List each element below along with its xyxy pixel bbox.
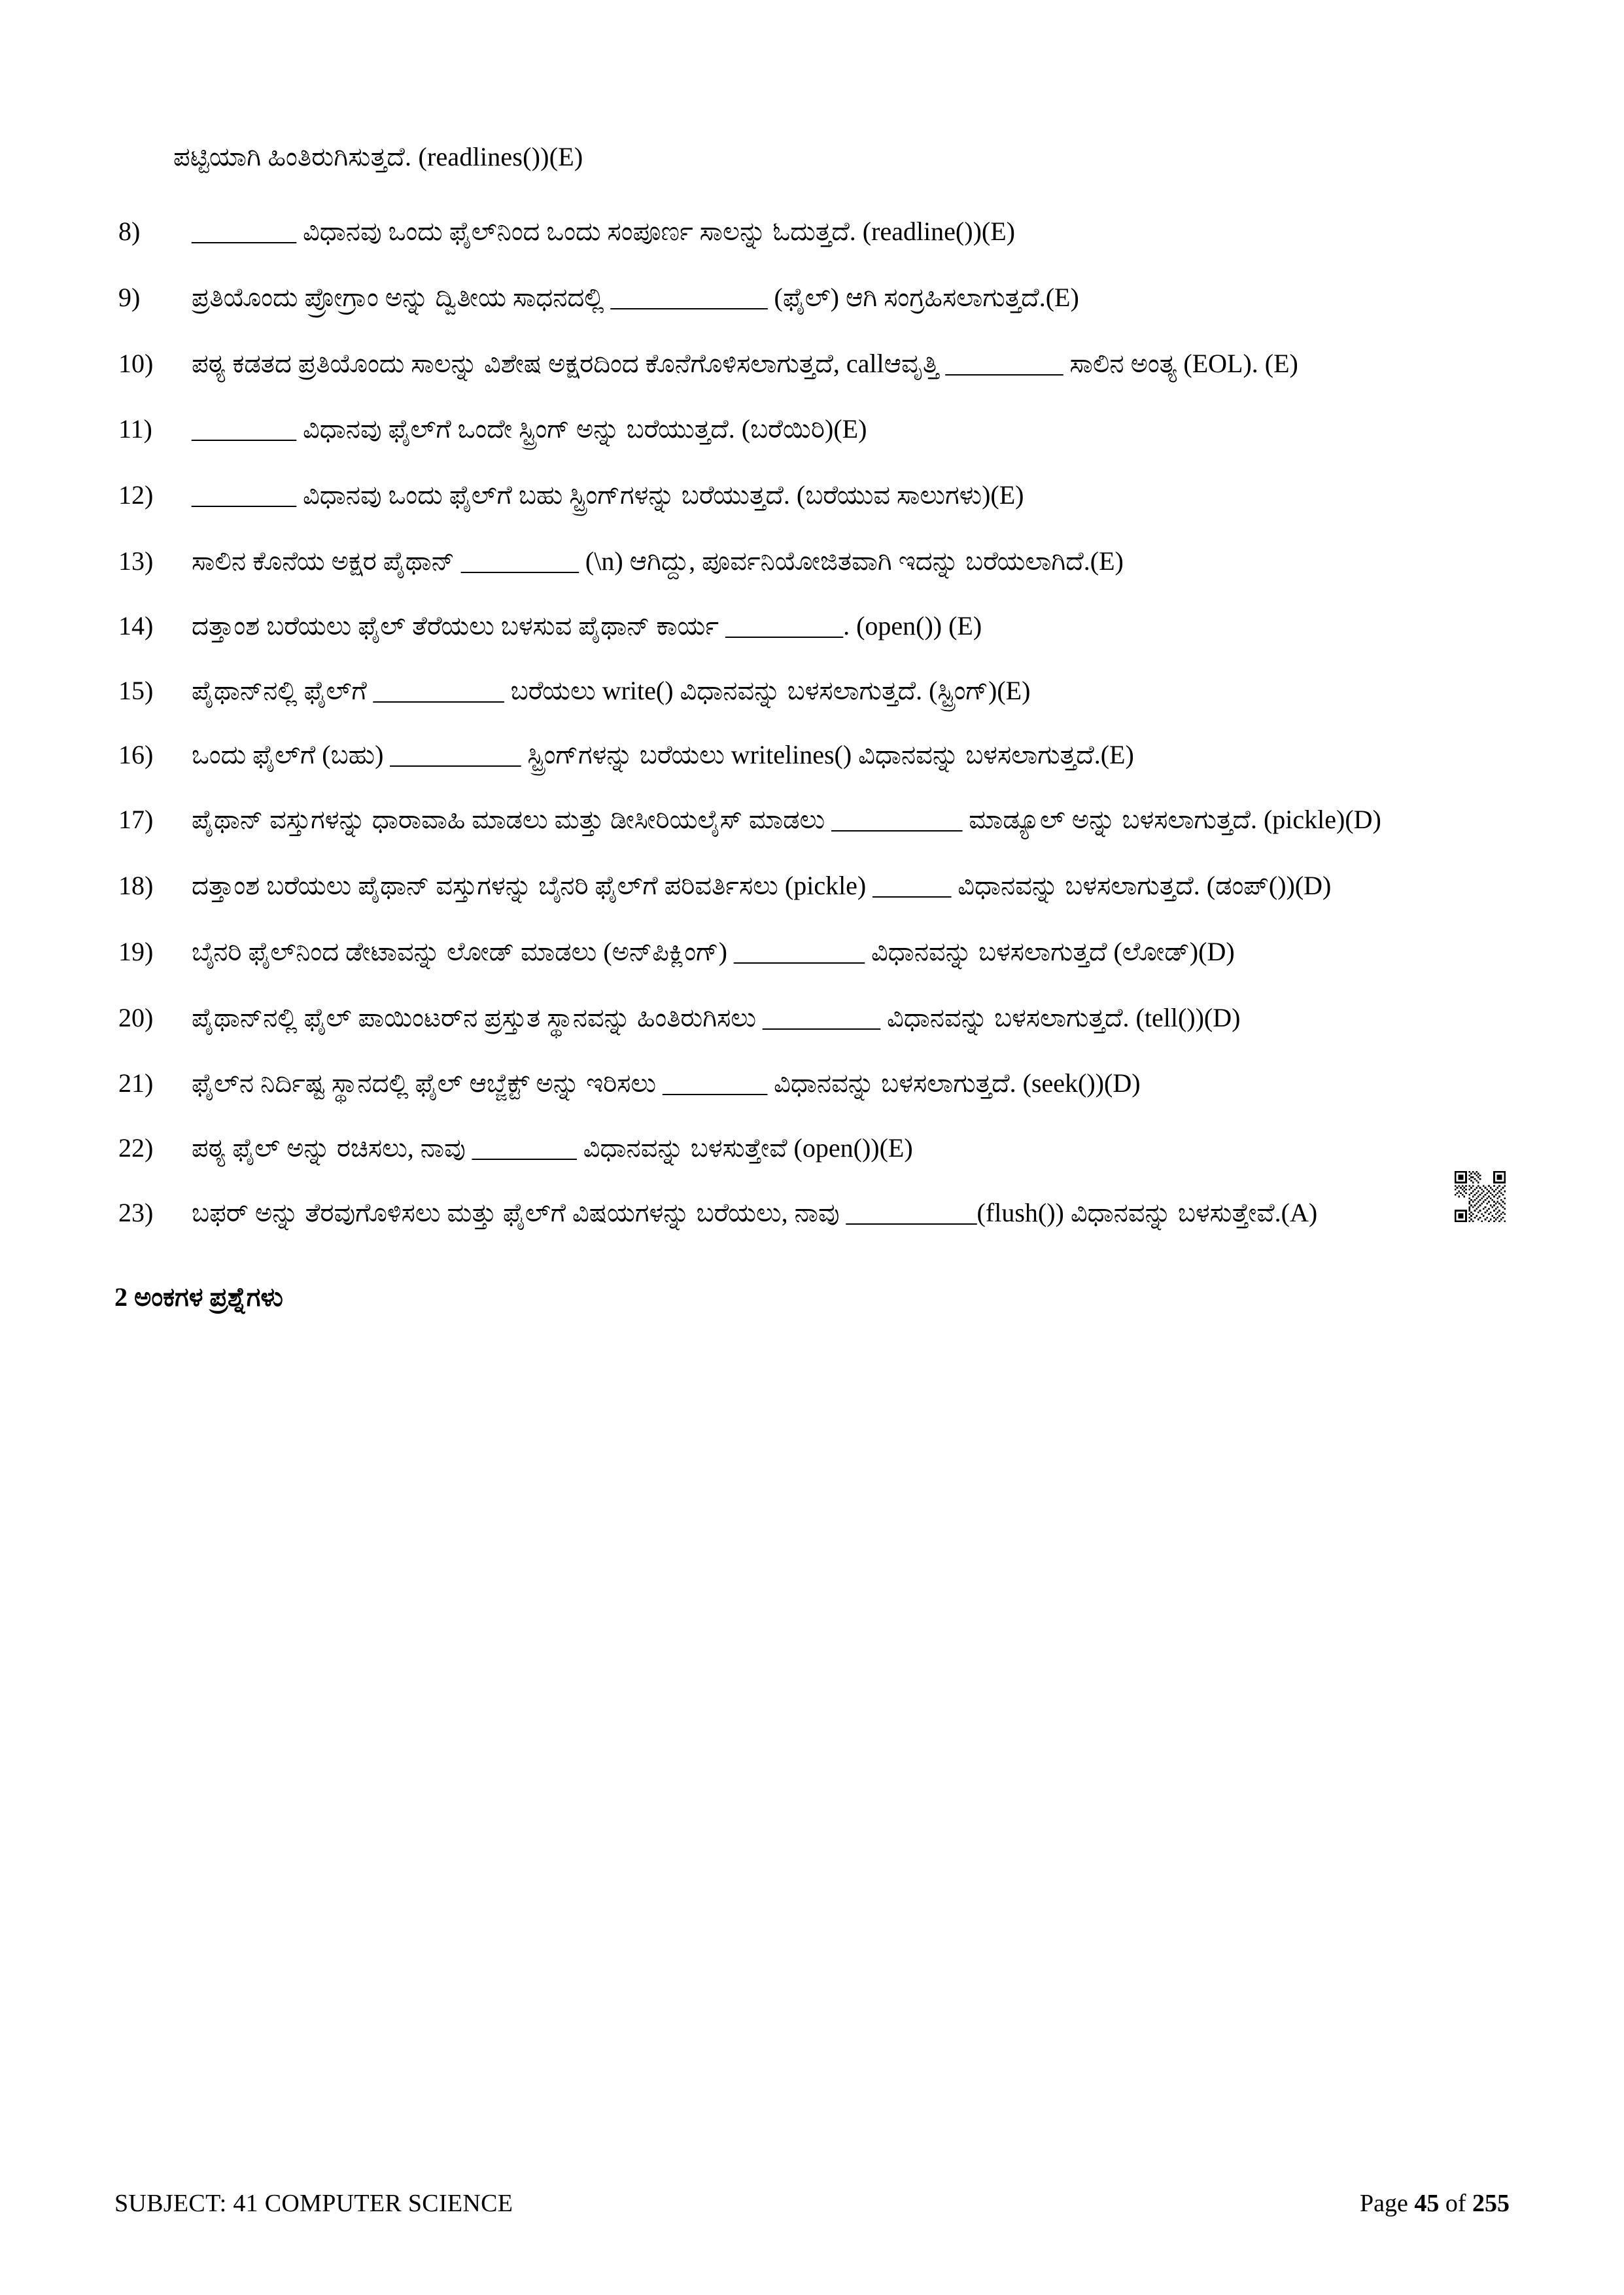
question-number: 19) — [118, 936, 154, 966]
question-number: 14) — [118, 610, 154, 640]
question-text: ಪಠ್ಯ ಕಡತದ ಪ್ರತಿಯೊಂದು ಸಾಲನ್ನು ವಿಶೇಷ ಅಕ್ಷರದಿಂದ ಕೊನೆಗೊಳಿಸಲಾಗುತ್ತದೆ, callಆವೃತ್ತಿ _________ ಸಾಲಿನ ಅಂತ್ಯ (EOL). (E) — [192, 348, 1298, 378]
list-item — [114, 1192, 1511, 1235]
question-number: 22) — [118, 1133, 154, 1163]
question-number: 12) — [118, 480, 154, 510]
list-item — [114, 670, 1511, 712]
list-item — [114, 211, 1511, 253]
qr-code-icon — [1455, 1171, 1506, 1222]
question-number: 11) — [118, 414, 152, 444]
question-text: ಪೈಥಾನ್ ವಸ್ತುಗಳನ್ನು ಧಾರಾವಾಹಿ ಮಾಡಲು ಮತ್ತು ಡೀಸೀರಿಯಲೈಸ್ ಮಾಡಲು __________ ಮಾಡ್ಯೂಲ್ ಅನ್ನು ಬಳಸಲಾಗುತ್ತದೆ. (pickle)(D) — [192, 805, 1381, 835]
list-item — [114, 931, 1511, 973]
footer-subject: SUBJECT: 41 COMPUTER SCIENCE — [114, 2190, 513, 2217]
list-item — [114, 277, 1511, 319]
question-number: 17) — [118, 805, 154, 835]
question-text: ________ ವಿಧಾನವು ಫೈಲ್‌ಗೆ ಒಂದೇ ಸ್ಟ್ರಿಂಗ್ ಅನ್ನು ಬರೆಯುತ್ತದೆ. (ಬರೆಯಿರಿ)(E) — [192, 414, 867, 444]
question-number: 13) — [118, 546, 154, 576]
list-item — [114, 474, 1511, 517]
section-heading: 2 ಅಂಕಗಳ ಪ್ರಶ್ನೆಗಳು — [114, 1282, 283, 1312]
list-item — [114, 605, 1511, 648]
question-text: ________ ವಿಧಾನವು ಒಂದು ಫೈಲ್‌ನಿಂದ ಒಂದು ಸಂಪೂರ್ಣ ಸಾಲನ್ನು ಓದುತ್ತದೆ. (readline())(E) — [192, 217, 1015, 246]
continuation-text: ಪಟ್ಟಿಯಾಗಿ ಹಿಂತಿರುಗಿಸುತ್ತದೆ. (readlines())(E) — [173, 142, 583, 171]
question-text: ಪಠ್ಯ ಫೈಲ್ ಅನ್ನು ರಚಿಸಲು, ನಾವು ________ ವಿಧಾನವನ್ನು ಬಳಸುತ್ತೇವೆ (open())(E) — [192, 1133, 913, 1163]
question-text: ದತ್ತಾಂಶ ಬರೆಯಲು ಫೈಲ್ ತೆರೆಯಲು ಬಳಸುವ ಪೈಥಾನ್ ಕಾರ್ಯ _________. (open()) (E) — [192, 610, 982, 640]
page-footer — [114, 2189, 1510, 2218]
question-text: ಪೈಥಾನ್‌ನಲ್ಲಿ ಫೈಲ್‌ಗೆ __________ ಬರೆಯಲು write() ವಿಧಾನವನ್ನು ಬಳಸಲಾಗುತ್ತದೆ. (ಸ್ಟ್ರಿಂಗ್)(E) — [192, 675, 1031, 705]
page-prefix: Page — [1359, 2190, 1415, 2217]
question-number: 21) — [118, 1068, 154, 1098]
page-content — [114, 137, 1511, 1312]
list-item — [114, 540, 1511, 583]
question-number: 16) — [118, 740, 154, 770]
question-number: 23) — [118, 1197, 154, 1227]
page-total: 255 — [1472, 2190, 1510, 2217]
question-number: 18) — [118, 870, 154, 900]
question-number: 20) — [118, 1002, 154, 1032]
question-number: 8) — [118, 217, 141, 246]
question-text: ದತ್ತಾಂಶ ಬರೆಯಲು ಪೈಥಾನ್ ವಸ್ತುಗಳನ್ನು ಬೈನರಿ ಫೈಲ್‌ಗೆ ಪರಿವರ್ತಿಸಲು (pickle) ______ ವಿಧಾನವನ್ನು ಬಳಸಲಾಗುತ್ತದೆ. (ಡಂಪ್())(D) — [192, 870, 1332, 900]
list-item — [114, 343, 1511, 385]
question-text: ________ ವಿಧಾನವು ಒಂದು ಫೈಲ್‌ಗೆ ಬಹು ಸ್ಟ್ರಿಂಗ್‌ಗಳನ್ನು ಬರೆಯುತ್ತದೆ. (ಬರೆಯುವ ಸಾಲುಗಳು)(E) — [192, 480, 1024, 510]
list-item — [114, 734, 1511, 777]
question-text: ಒಂದು ಫೈಲ್‌ಗೆ (ಬಹು) __________ ಸ್ಟ್ರಿಂಗ್‌ಗಳನ್ನು ಬರೆಯಲು writelines() ವಿಧಾನವನ್ನು ಬಳಸಲಾಗುತ್ತದೆ.(E) — [192, 740, 1134, 770]
question-text: ಪೈಥಾನ್‌ನಲ್ಲಿ ಫೈಲ್ ಪಾಯಿಂಟರ್‌ನ ಪ್ರಸ್ತುತ ಸ್ಥಾನವನ್ನು ಹಿಂತಿರುಗಿಸಲು _________ ವಿಧಾನವನ್ನು ಬಳಸಲಾಗುತ್ತದೆ. (tell())(D) — [192, 1002, 1241, 1032]
question-number: 9) — [118, 282, 141, 312]
question-list — [114, 211, 1511, 1235]
question-number: 15) — [118, 675, 154, 705]
question-text: ಬೈನರಿ ಫೈಲ್‌ನಿಂದ ಡೇಟಾವನ್ನು ಲೋಡ್ ಮಾಡಲು (ಅನ್‌ಪಿಕ್ಲಿಂಗ್) __________ ವಿಧಾನವನ್ನು ಬಳಸಲಾಗುತ್ತದೆ (ಲೋಡ್)(D) — [192, 936, 1235, 966]
list-item — [114, 865, 1511, 907]
question-text: ಪ್ರತಿಯೊಂದು ಪ್ರೋಗ್ರಾಂ ಅನ್ನು ದ್ವಿತೀಯ ಸಾಧನದಲ್ಲಿ ____________ (ಫೈಲ್) ಆಗಿ ಸಂಗ್ರಹಿಸಲಾಗುತ್ತದೆ.(E) — [192, 282, 1079, 312]
list-item — [114, 408, 1511, 451]
page-current: 45 — [1414, 2190, 1440, 2217]
list-item — [114, 997, 1511, 1040]
footer-page-number — [1360, 2189, 1510, 2218]
page-of: of — [1439, 2190, 1472, 2217]
question-text: ಫೈಲ್‌ನ ನಿರ್ದಿಷ್ಟ ಸ್ಥಾನದಲ್ಲಿ ಫೈಲ್ ಆಬ್ಜೆಕ್ಟ್ ಅನ್ನು ಇರಿಸಲು ________ ವಿಧಾನವನ್ನು ಬಳಸಲಾಗುತ್ತದೆ. (seek())(D) — [192, 1068, 1141, 1098]
question-text: ಬಫರ್ ಅನ್ನು ತೆರವುಗೊಳಿಸಲು ಮತ್ತು ಫೈಲ್‌ಗೆ ವಿಷಯಗಳನ್ನು ಬರೆಯಲು, ನಾವು __________(flush()) ವಿಧಾನವನ್ನು ಬಳಸುತ್ತೇವೆ.(A) — [192, 1197, 1318, 1227]
list-item — [114, 799, 1511, 841]
question-text: ಸಾಲಿನ ಕೊನೆಯ ಅಕ್ಷರ ಪೈಥಾನ್ _________ (\n) ಆಗಿದ್ದು, ಪೂರ್ವನಿಯೋಜಿತವಾಗಿ ಇದನ್ನು ಬರೆಯಲಾಗಿದೆ.(E) — [192, 546, 1124, 576]
list-item — [114, 1127, 1511, 1170]
question-number: 10) — [118, 348, 154, 378]
list-item — [114, 1062, 1511, 1105]
